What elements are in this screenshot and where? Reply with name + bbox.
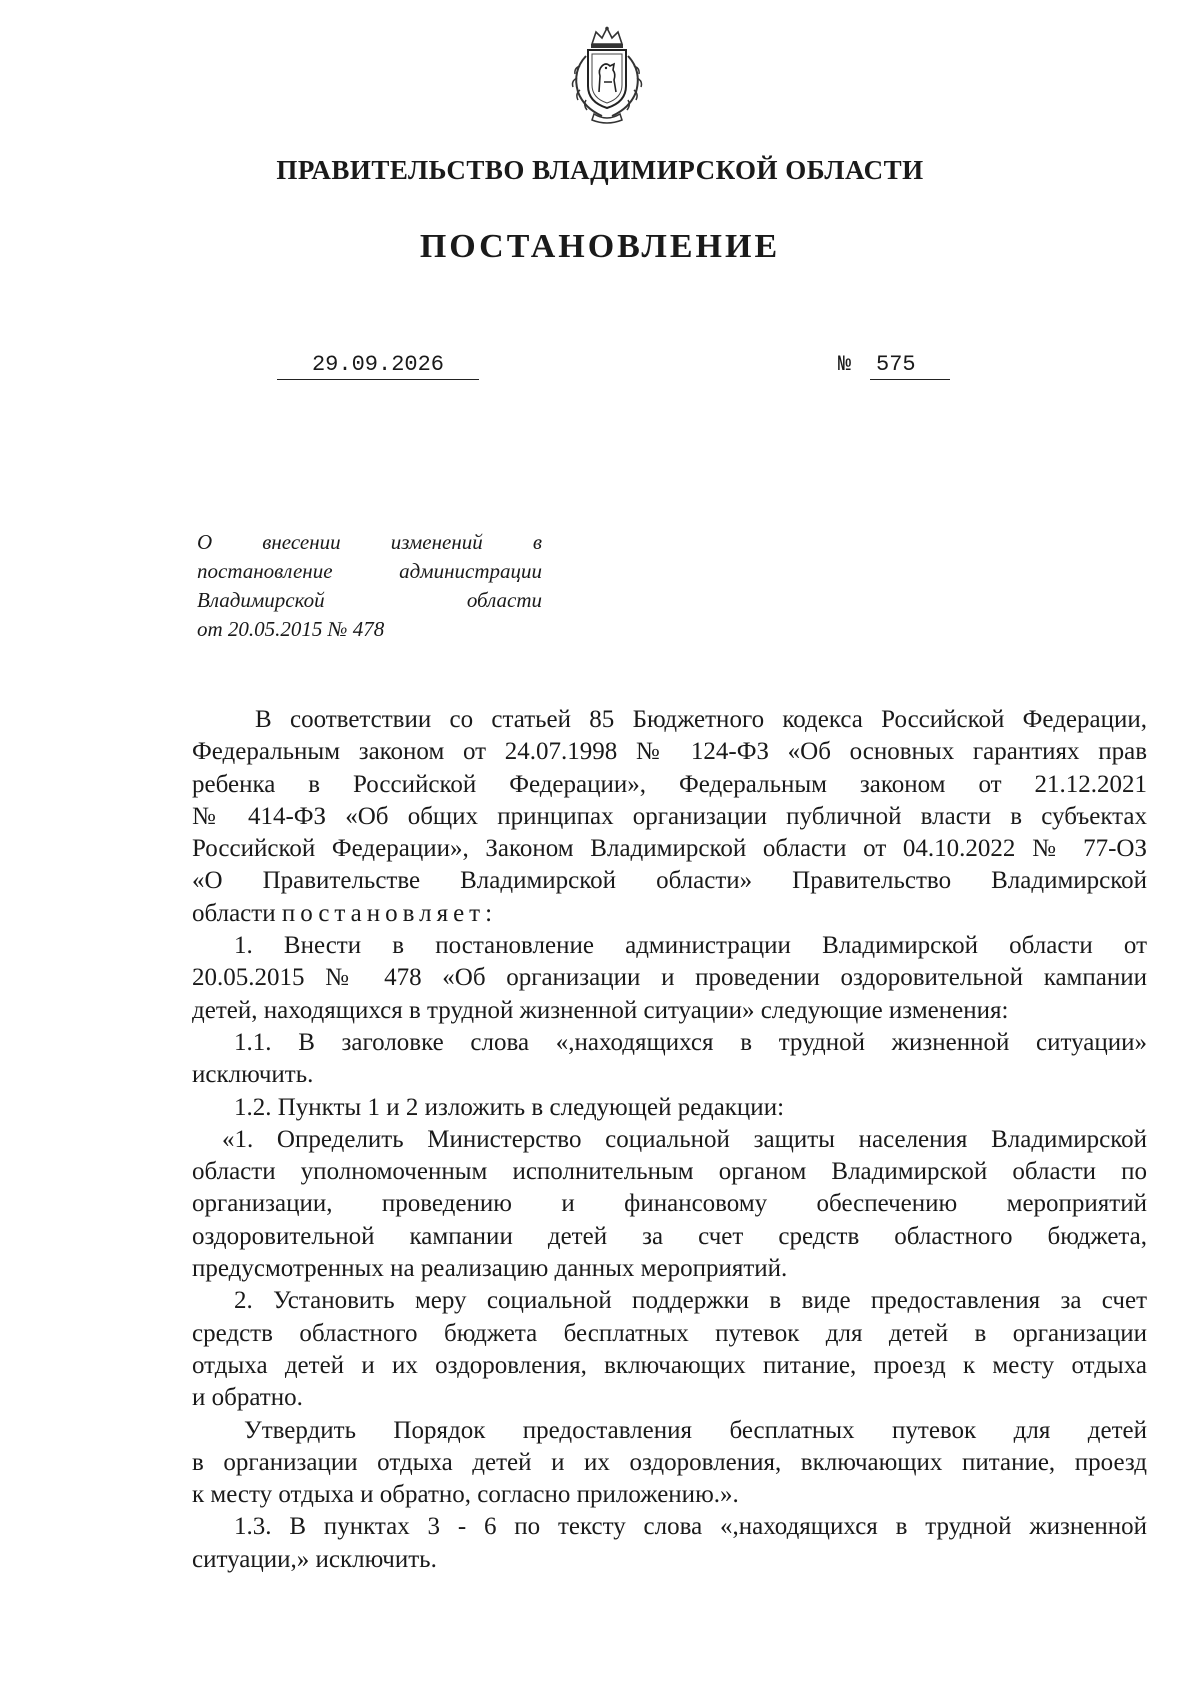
preamble-line: В соответствии со статьей 85 Бюджетного кодекса Российской Федерации, xyxy=(255,706,1147,733)
quote-3-line: Утвердить Порядок предоставления бесплатных путевок для детей xyxy=(244,1416,1147,1444)
preamble-line: «О Правительстве Владимирской области» Правительство Владимирской xyxy=(192,867,1147,895)
item-1-3-line: 1.3. В пунктах 3 - 6 по тексту слова «,находящихся в трудной жизненной xyxy=(234,1513,1147,1541)
coat-of-arms-icon xyxy=(562,26,652,126)
preamble-final-line xyxy=(192,898,1147,930)
quote-1-line: организации, проведению и финансовому обеспечению мероприятий xyxy=(192,1190,1147,1218)
quote-1-line: предусмотренных на реализацию данных мероприятий. xyxy=(192,1255,788,1283)
item-1-line: 20.05.2015 № 478 «Об организации и проведении оздоровительной кампании xyxy=(192,964,1147,992)
preamble-line: Федеральным законом от 24.07.1998 № 124-ФЗ «Об основных гарантиях прав xyxy=(192,738,1147,766)
item-1-3-line: ситуации,» исключить. xyxy=(192,1545,437,1573)
document-subject xyxy=(197,528,542,644)
document-body xyxy=(192,704,1147,1576)
item-1-line: 1. Внести в постановление администрации Владимирской области от xyxy=(234,932,1147,960)
quote-2-line: и обратно. xyxy=(192,1384,303,1412)
document-date: 29.09.2026 xyxy=(277,352,479,380)
preamble-line: ребенка в Российской Федерации», Федеральным законом от 21.12.2021 xyxy=(192,770,1147,798)
quote-1-line: «1. Определить Министерство социальной защиты населения Владимирской xyxy=(222,1125,1147,1153)
subject-line: постановление администрации xyxy=(197,559,542,583)
government-name: ПРАВИТЕЛЬСТВО ВЛАДИМИРСКОЙ ОБЛАСТИ xyxy=(276,155,924,185)
item-1-1-line: 1.1. В заголовке слова «,находящихся в трудной жизненной ситуации» xyxy=(234,1028,1147,1056)
preamble-end: области xyxy=(192,899,276,927)
quote-2-line: 2. Установить меру социальной поддержки в виде предоставления за счет xyxy=(234,1287,1147,1315)
document-type: ПОСТАНОВЛЕНИЕ xyxy=(419,228,781,265)
quote-3-line: к месту отдыха и обратно, согласно приложению.». xyxy=(192,1481,739,1509)
quote-1-line: оздоровительной кампании детей за счет средств областного бюджета, xyxy=(192,1222,1147,1250)
document-number: 575 xyxy=(870,352,950,380)
resolves-word: постановляет: xyxy=(281,899,498,927)
preamble-line: Российской Федерации», Законом Владимирской области от 04.10.2022 № 77-ОЗ xyxy=(192,835,1147,863)
item-1-2-line: 1.2. Пункты 1 и 2 изложить в следующей редакции: xyxy=(234,1093,785,1121)
subject-line: О внесении изменений в xyxy=(197,530,542,554)
number-sign: № xyxy=(838,352,852,377)
quote-2-line: средств областного бюджета бесплатных путевок для детей в организации xyxy=(192,1319,1147,1347)
subject-line: Владимирской области xyxy=(197,588,542,612)
preamble-line: № 414-ФЗ «Об общих принципах организации публичной власти в субъектах xyxy=(192,802,1147,830)
subject-line: от 20.05.2015 № 478 xyxy=(197,617,385,641)
item-1-line: детей, находящихся в трудной жизненной ситуации» следующие изменения: xyxy=(192,996,1009,1024)
item-1-1-line: исключить. xyxy=(192,1061,314,1089)
quote-1-line: области уполномоченным исполнительным органом Владимирской области по xyxy=(192,1158,1147,1186)
quote-3-line: в организации отдыха детей и их оздоровления, включающих питание, проезд xyxy=(192,1448,1147,1476)
quote-2-line: отдыха детей и их оздоровления, включающих питание, проезд к месту отдыха xyxy=(192,1351,1147,1379)
